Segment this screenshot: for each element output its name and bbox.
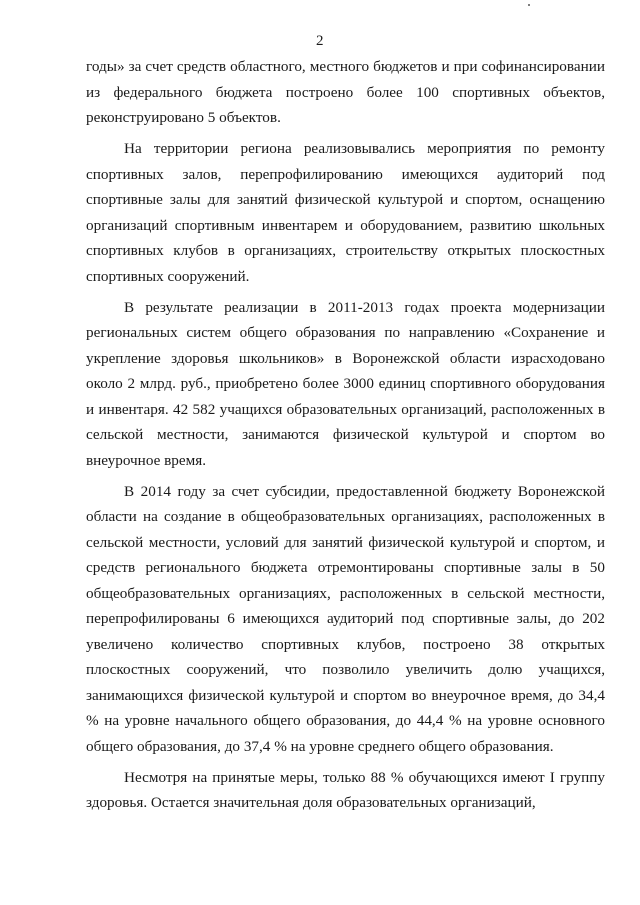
scan-speck — [528, 4, 530, 6]
paragraph-continuation: годы» за счет средств областного, местного бюджетов и при софинансировании из федерального бюджета построено более 100 спортивных объектов, реконструировано 5 объектов. — [86, 58, 605, 126]
paragraph-2014-subsidy: В 2014 году за счет субсидии, предоставленной бюджету Воронежской области на создание в общеобразовательных организациях, расположенных в сельской местности, условий для занятий физической культурой и спортом, и средств регионального бюджета отремонтированы спортивные залы в 50 общеобразовательных организациях, расположенных в сельской местности, перепрофилированы 6 имеющихся аудиторий под спортивные залы, до 202 увеличено количество спортивных клубов, построено 38 открытых плоскостных сооружений, что позволило увеличить долю учащихся, занимающихся физической культурой и спортом во внеурочное время, до 34,4 % на уровне начального общего образования, до 44,4 % на уровне основного общего образования, до 37,4 % на уровне среднего общего образования. — [86, 482, 605, 755]
paragraph-sports-facilities: На территории региона реализовывались мероприятия по ремонту спортивных залов, перепрофилированию имеющихся аудиторий под спортивные залы для занятий физической культурой и спортом, оснащению организаций спортивным инвентарем и оборудованием, развитию школьных спортивных клубов в организациях, строительству открытых плоскостных спортивных сооружений. — [86, 140, 605, 285]
document-body — [86, 54, 605, 816]
paragraph-modernization-project: В результате реализации в 2011-2013 годах проекта модернизации региональных систем общего образования по направлению «Сохранение и укрепление здоровья школьников» в Воронежской области израсходовано около 2 млрд. руб., приобретено более 3000 единиц спортивного оборудования и инвентаря. 42 582 учащихся образовательных организаций, расположенных в сельской местности, занимаются физической культурой и спортом во внеурочное время. — [86, 298, 605, 469]
paragraph-health-group: Несмотря на принятые меры, только 88 % обучающихся имеют I группу здоровья. Остается значительная доля образовательных организаций, — [86, 768, 605, 811]
page-number: 2 — [316, 33, 324, 49]
